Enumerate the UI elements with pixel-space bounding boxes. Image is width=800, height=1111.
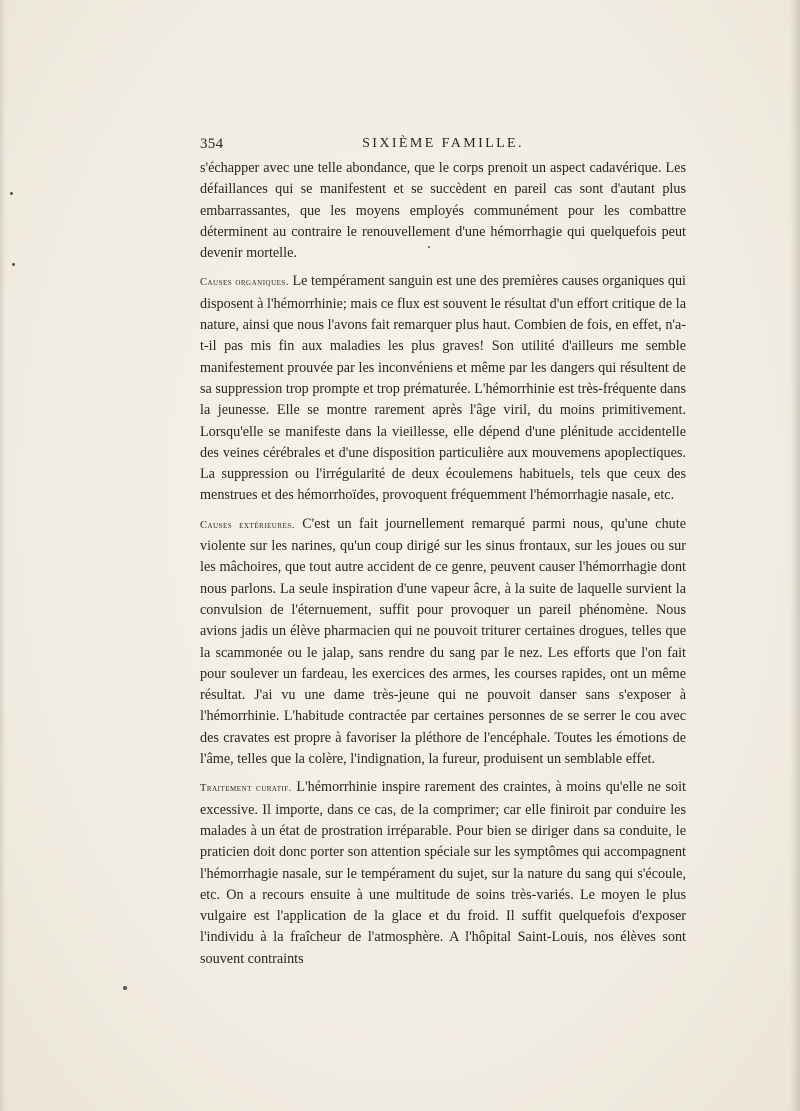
page-number: 354 [200, 136, 224, 152]
page-right-edge [790, 0, 800, 1111]
paragraph-causes-exterieures [200, 514, 686, 771]
ink-spot [123, 986, 127, 990]
section-heading: Traitement curatif. [200, 783, 292, 795]
body-text [200, 158, 686, 977]
paragraph-text: L'hémorrhinie inspire rarement des craintes, à moins qu'elle ne soit excessive. Il importe, dans ce cas, de la comprimer; car elle finiroit par conduire les malades à un état de prostration irréparable. Pour bien se diriger dans sa conduite, le praticien doit donc porter son attention spéciale sur les symptômes qui accompagnent l'hémorrhagie nasale, sur le tempérament du sujet, sur la nature du sang qui s'écoule, etc. On a recours ensuite à une multitude de soins très-variés. Le moyen le plus vulgaire est l'application de la glace et du froid. Il suffit quelquefois d'exposer l'individu à la fraîcheur de l'atmosphère. A l'hôpital Saint-Louis, nos élèves sont souvent contraints [200, 779, 686, 967]
paragraph-causes-organiques [200, 271, 686, 506]
ink-spot [12, 263, 15, 266]
paragraph-text: Le tempérament sanguin est une des premières causes organiques qui disposent à l'hémorrhinie; mais ce flux est souvent le résultat d'un effort critique de la nature, ainsi que nous l'avons fait remarquer plus haut. Combien de fois, en effet, n'a-t-il pas mis fin aux maladies les plus graves! Son utilité d'ailleurs me semble manifestement prouvée par les inconvéniens et même par les dangers qui résultent de sa suppression trop prompte et trop prématurée. L'hémorrhinie est très-fréquente dans la jeunesse. Elle se montre rarement après l'âge viril, du moins primitivement. Lorsqu'elle se manifeste dans la vieillesse, elle dépend d'une plénitude accidentelle des veines cérébrales et d'une disposition particulière aux mouvemens apoplectiques. La suppression ou l'irrégularité de deux écoulemens habituels, tels que ceux des menstrues et des hémorrhoïdes, provoquent fréquemment l'hémorrhagie nasale, etc. [200, 273, 686, 504]
section-heading: Causes extérieures. [200, 519, 295, 531]
ink-spot [428, 246, 430, 248]
section-heading: Causes organiques. [200, 277, 289, 289]
paragraph-traitement-curatif [200, 777, 686, 970]
paragraph-text: C'est un fait journellement remarqué parmi nous, qu'une chute violente sur les narines, qu'un coup dirigé sur les sinus frontaux, sur les joues ou sur les mâchoires, que tout autre accident de ce genre, peuvent causer l'hémorrhagie dont nous parlons. La seule inspiration d'une vapeur âcre, à la suite de laquelle survient la convulsion de l'éternuement, suffit pour provoquer un pareil phénomène. Nous avions jadis un élève pharmacien qui ne pouvoit triturer certaines drogues, telles que la scammonée ou le jalap, sans rendre du sang par le nez. Les efforts que l'on fait pour soulever un fardeau, les exercices des armes, les courses rapides, ont un même résultat. J'ai vu une dame très-jeune qui ne pouvoit danser sans s'exposer à l'hémorrhinie. L'habitude contractée par certaines personnes de se serrer le cou avec des cravates est propre à favoriser la pléthore de l'encéphale. Toutes les émotions de l'âme, telles que la colère, l'indignation, la fureur, produisent un semblable effet. [200, 515, 686, 768]
paragraph-intro [200, 158, 686, 264]
ink-spot [10, 192, 13, 195]
paragraph-text: s'échapper avec une telle abondance, que le corps prenoit un aspect cadavérique. Les défaillances qui se manifestent et se succèdent en pareil cas sont d'autant plus embarrassantes, que les moyens employés communément pour les combattre déterminent au contraire le renouvellement d'une hémorrhagie qui quelquefois peut devenir mortelle. [200, 160, 686, 262]
running-title: SIXIÈME FAMILLE. [362, 136, 524, 151]
page-left-edge [0, 0, 6, 1111]
running-head [200, 136, 686, 156]
